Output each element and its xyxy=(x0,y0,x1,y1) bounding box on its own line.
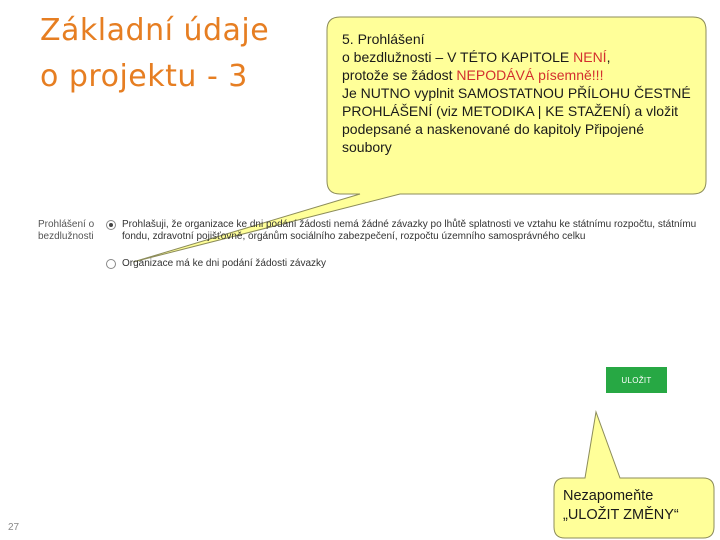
radio-button-checked[interactable] xyxy=(106,220,116,230)
radio-option-label: Prohlašuji, že organizace ke dni podání žádosti nemá žádné závazky po lhůtě splatnosti ve vztahu ke státnímu rozpočtu, státnímu fondu, zdravotní pojišťovně, orgánům sociálního zabezpečení, rozpočtu územního samosprávného celku xyxy=(122,219,697,242)
slide-title-line1: Základní údaje xyxy=(40,13,270,48)
callout-bottom xyxy=(563,487,703,525)
radio-option-label: Organizace má ke dni podání žádosti závazky xyxy=(122,258,326,269)
radio-option-has-debts[interactable] xyxy=(106,258,326,270)
radio-option-no-debts[interactable] xyxy=(106,219,718,243)
slide-title-line2: o projektu - 3 xyxy=(40,59,248,94)
callout-main-line1: 5. Prohlášení xyxy=(342,31,425,47)
callout-bottom-line1: Nezapomeňte xyxy=(563,488,654,504)
callout-main xyxy=(342,30,694,156)
page-number: 27 xyxy=(8,522,20,533)
radio-button[interactable] xyxy=(106,259,116,269)
callout-main-line2: o bezdlužnosti – V TÉTO KAPITOLE NENÍ, xyxy=(342,49,611,65)
callout-main-line3: protože se žádost NEPODÁVÁ písemně!!! xyxy=(342,67,604,83)
form-label: Prohlášení o bezdlužnosti xyxy=(38,219,95,242)
callout-bottom-line2: „ULOŽIT ZMĚNY“ xyxy=(563,507,679,523)
callout-main-line4: Je NUTNO vyplnit SAMOSTATNOU PŘÍLOHU ČESTNÉ PROHLÁŠENÍ (viz METODIKA | KE STAŽENÍ) a vložit podepsané a naskenované do kapitoly Připojené soubory xyxy=(342,85,691,155)
save-button[interactable]: ULOŽIT xyxy=(606,367,667,393)
